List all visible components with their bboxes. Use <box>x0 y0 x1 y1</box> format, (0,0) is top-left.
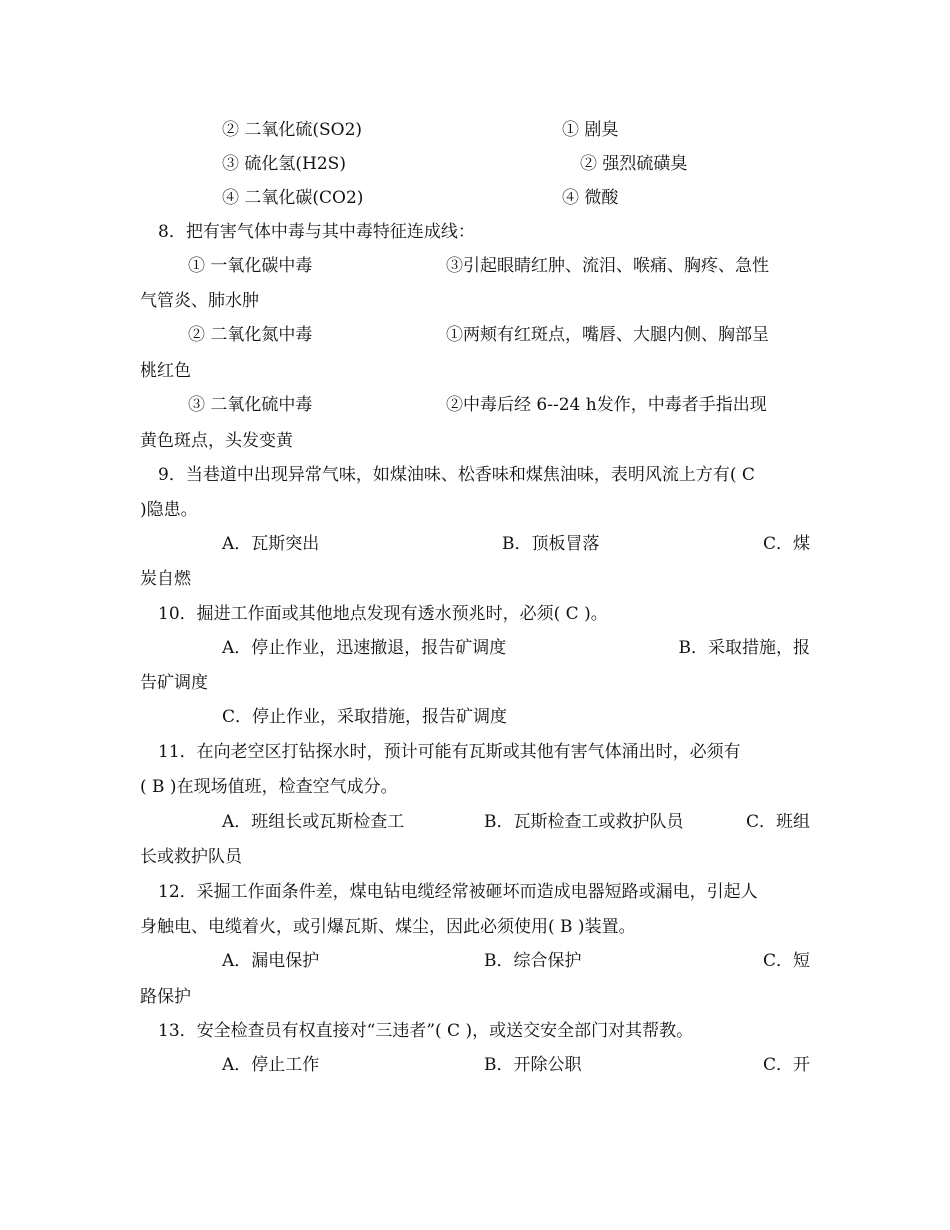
q13-stem: 13．安全检查员有权直接对“三违者”( C )，或送交安全部门对其帮教。 <box>158 1021 694 1041</box>
q8-right-1: ③引起眼睛红肿、流泪、喉痛、胸疼、急性 <box>446 256 769 276</box>
q11-stem-line2: ( B )在现场值班，检查空气成分。 <box>140 777 398 797</box>
q10-option-a: A．停止作业，迅速撤退，报告矿调度 <box>222 638 507 658</box>
q8-right-1-cont: 气管炎、肺水肿 <box>140 291 259 311</box>
q12-option-b: B．综合保护 <box>484 951 582 971</box>
q9-option-a: A．瓦斯突出 <box>222 534 320 554</box>
q13-option-a: A．停止工作 <box>222 1055 320 1075</box>
q12-option-a: A．漏电保护 <box>222 951 320 971</box>
q9-stem-line2: )隐患。 <box>140 500 198 520</box>
q8-left-3: ③ 二氧化硫中毒 <box>188 395 313 415</box>
q9-option-c: C．煤 <box>762 534 810 554</box>
q10-option-b-cont: 告矿调度 <box>140 673 208 693</box>
q7-option-left-1: ② 二氧化硫(SO2) <box>222 120 363 140</box>
q13-option-c: C．开 <box>762 1055 810 1075</box>
q9-stem-line1: 9．当巷道中出现异常气味，如煤油味、松香味和煤焦油味，表明风流上方有( C <box>158 465 755 485</box>
q11-option-a: A．班组长或瓦斯检查工 <box>222 812 405 832</box>
q12-stem-line2: 身触电、电缆着火，或引爆瓦斯、煤尘，因此必须使用( B )装置。 <box>140 917 636 937</box>
q12-option-c: C．短 <box>762 951 810 971</box>
q12-option-c-cont: 路保护 <box>140 987 191 1007</box>
q7-option-right-3: ④ 微酸 <box>562 188 619 208</box>
q8-right-2-cont: 桃红色 <box>140 361 191 381</box>
q11-option-b: B．瓦斯检查工或救护队员 <box>484 812 684 832</box>
q13-option-b: B．开除公职 <box>484 1055 582 1075</box>
q8-stem: 8．把有害气体中毒与其中毒特征连成线： <box>158 222 475 242</box>
q8-left-1: ① 一氧化碳中毒 <box>188 256 313 276</box>
q7-option-left-2: ③ 硫化氢(H2S) <box>222 154 346 174</box>
q12-stem-line1: 12．采掘工作面条件差，煤电钻电缆经常被砸坏而造成电器短路或漏电，引起人 <box>158 882 758 902</box>
q9-option-b: B．顶板冒落 <box>502 534 600 554</box>
q8-left-2: ② 二氧化氮中毒 <box>188 325 313 345</box>
q7-option-left-3: ④ 二氧化碳(CO2) <box>222 188 364 208</box>
q10-option-b: B．采取措施，报 <box>678 638 810 658</box>
q11-option-c: C．班组 <box>745 812 810 832</box>
q10-stem: 10．掘进工作面或其他地点发现有透水预兆时，必须( C )。 <box>158 604 608 624</box>
q7-option-right-2: ② 强烈硫磺臭 <box>580 154 688 174</box>
q9-option-c-cont: 炭自燃 <box>140 569 191 589</box>
q8-right-3: ②中毒后经 6--24 h发作，中毒者手指出现 <box>446 395 767 415</box>
q8-right-3-cont: 黄色斑点，头发变黄 <box>140 431 293 451</box>
q7-option-right-1: ① 剧臭 <box>562 120 619 140</box>
q10-option-c: C．停止作业，采取措施，报告矿调度 <box>222 707 508 727</box>
q8-right-2: ①两颊有红斑点，嘴唇、大腿内侧、胸部呈 <box>446 325 769 345</box>
q11-stem-line1: 11．在向老空区打钻探水时，预计可能有瓦斯或其他有害气体涌出时，必须有 <box>158 742 741 762</box>
q11-option-c-cont: 长或救护队员 <box>140 847 242 867</box>
